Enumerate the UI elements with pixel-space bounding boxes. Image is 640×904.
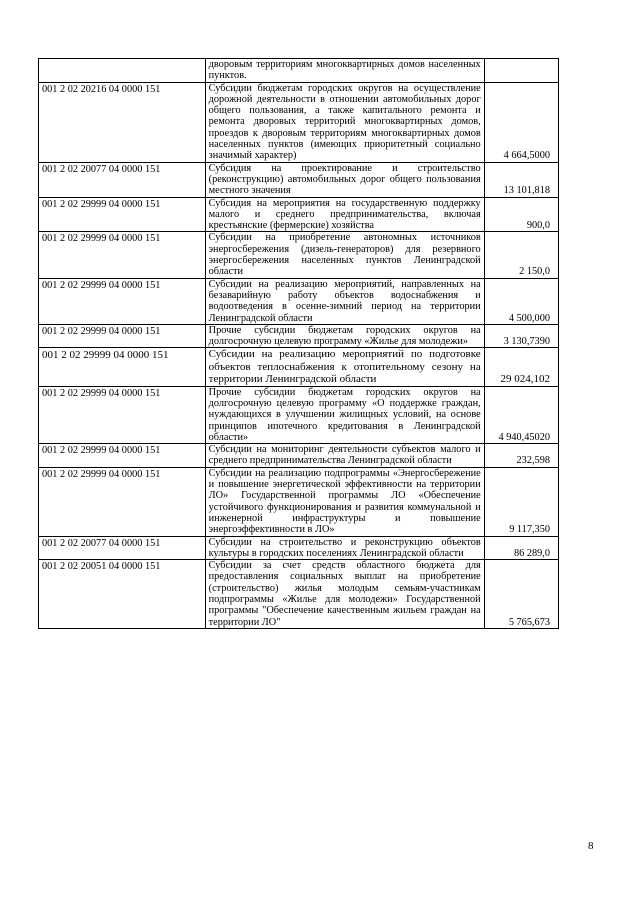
budget-code-cell: 001 2 02 29999 04 0000 151 [39, 348, 206, 386]
budget-code-cell [39, 59, 206, 83]
amount-cell: 900,0 [484, 197, 558, 232]
table-body [39, 59, 559, 629]
description-cell: Субсидия на мероприятия на государственную поддержку малого и среднего предпринимательства, включая крестьянские (фермерские) хозяйства [205, 197, 484, 232]
description-cell: Субсидии на реализацию подпрограммы «Энергосбережение и повышение энергетической эффективности на территории ЛО» Государственной программы ЛО «Обеспечение устойчивого функционирования и развития коммунальной и инженерной инфраструктуры и повышение энергоэффективности в ЛО» [205, 467, 484, 536]
budget-code-cell: 001 2 02 29999 04 0000 151 [39, 232, 206, 278]
revenue-table [38, 58, 559, 629]
amount-cell [484, 59, 558, 83]
description-cell: Субсидии бюджетам городских округов на осуществление дорожной деятельности в отношении автомобильных дорог общего пользования, а также капитального ремонта и ремонта дворовых территорий многоквартирных домов, проездов к дворовым территориям многоквартирных домов населенных пунктов (имеющих приоритетный социально значимый характер) [205, 82, 484, 162]
table-row [39, 560, 559, 629]
description-cell: Субсидии на приобретение автономных источников энергосбережения (дизель-генераторов) для резервного энергосбережения населенных пунктов Ленинградской области [205, 232, 484, 278]
description-cell: Субсидии на реализацию мероприятий по подготовке объектов теплоснабжения к отопительному сезону на территории Ленинградской области [205, 348, 484, 386]
table-row [39, 324, 559, 348]
description-cell: Субсидии на реализацию мероприятий, направленных на безаварийную работу объектов водоснабжения и водоотведения в осенне-зимний период на территории Ленинградской области [205, 278, 484, 324]
table-row [39, 82, 559, 162]
description-cell: дворовым территориям многоквартирных домов населенных пунктов. [205, 59, 484, 83]
table-row [39, 232, 559, 278]
description-cell: Субсидия на проектирование и строительство (реконструкцию) автомобильных дорог общего пользования местного значения [205, 162, 484, 197]
amount-cell: 13 101,818 [484, 162, 558, 197]
budget-code-cell: 001 2 02 20051 04 0000 151 [39, 560, 206, 629]
amount-cell: 4 500,000 [484, 278, 558, 324]
budget-code-cell: 001 2 02 29999 04 0000 151 [39, 197, 206, 232]
table-row [39, 197, 559, 232]
description-cell: Субсидии за счет средств областного бюджета для предоставления социальных выплат на приобретение (строительство) жилья молодым семьям-участникам подпрограммы «Жилье для молодежи» Государственной программы "Обеспечение качественным жильем граждан на территории ЛО" [205, 560, 484, 629]
budget-code-cell: 001 2 02 29999 04 0000 151 [39, 386, 206, 443]
page-number: 8 [588, 840, 594, 852]
budget-code-cell: 001 2 02 29999 04 0000 151 [39, 467, 206, 536]
table-row [39, 162, 559, 197]
amount-cell: 5 765,673 [484, 560, 558, 629]
table-row [39, 467, 559, 536]
table-row [39, 444, 559, 468]
budget-code-cell: 001 2 02 29999 04 0000 151 [39, 278, 206, 324]
description-cell: Субсидии на мониторинг деятельности субъектов малого и среднего предпринимательства Ленинградской области [205, 444, 484, 468]
description-cell: Прочие субсидии бюджетам городских округов на долгосрочную целевую программу «О поддержке граждан, нуждающихся в улучшении жилищных условий, на основе принципов ипотечного кредитования в Ленинградской области» [205, 386, 484, 443]
budget-code-cell: 001 2 02 20077 04 0000 151 [39, 536, 206, 560]
amount-cell: 86 289,0 [484, 536, 558, 560]
amount-cell: 4 664,5000 [484, 82, 558, 162]
budget-code-cell: 001 2 02 20077 04 0000 151 [39, 162, 206, 197]
description-cell: Субсидии на строительство и реконструкцию объектов культуры в городских поселениях Ленинградской области [205, 536, 484, 560]
amount-cell: 232,598 [484, 444, 558, 468]
amount-cell: 2 150,0 [484, 232, 558, 278]
amount-cell: 4 940,45020 [484, 386, 558, 443]
amount-cell: 9 117,350 [484, 467, 558, 536]
budget-code-cell: 001 2 02 29999 04 0000 151 [39, 444, 206, 468]
table-row [39, 348, 559, 386]
budget-code-cell: 001 2 02 29999 04 0000 151 [39, 324, 206, 348]
table-row [39, 536, 559, 560]
table-row [39, 59, 559, 83]
amount-cell: 29 024,102 [484, 348, 558, 386]
description-cell: Прочие субсидии бюджетам городских округов на долгосрочную целевую программу «Жилье для молодежи» [205, 324, 484, 348]
table-row [39, 278, 559, 324]
table-row [39, 386, 559, 443]
amount-cell: 3 130,7390 [484, 324, 558, 348]
budget-code-cell: 001 2 02 20216 04 0000 151 [39, 82, 206, 162]
